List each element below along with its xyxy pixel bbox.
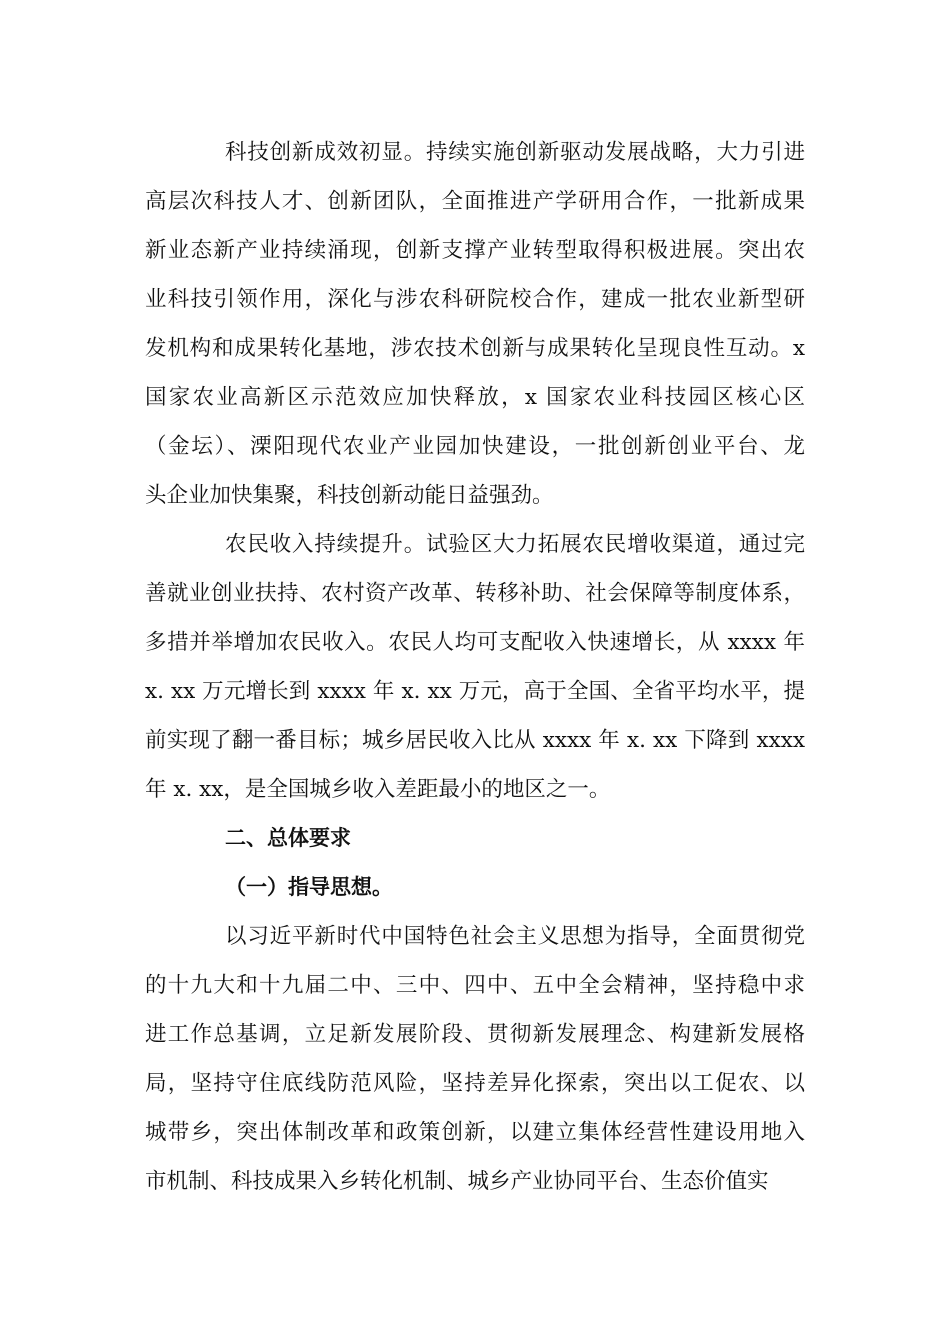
paragraph-line: 市机制、科技成果入乡转化机制、城乡产业协同平台、生态价值实 xyxy=(145,1169,769,1194)
paragraph-line: 高层次科技人才、创新团队，全面推进产学研用合作，一批新成果 xyxy=(145,189,805,214)
paragraph-line: 业科技引领作用，深化与涉农科研院校合作，建成一批农业新型研 xyxy=(145,287,805,312)
paragraph-line: 发机构和成果转化基地，涉农技术创新与成果转化呈现良性互动。x xyxy=(145,336,805,361)
para-farmer-income xyxy=(145,520,805,814)
paragraph-line: 城带乡，突出体制改革和政策创新，以建立集体经营性建设用地入 xyxy=(145,1120,805,1145)
paragraph-line: 的十九大和十九届二中、三中、四中、五中全会精神，坚持稳中求 xyxy=(145,973,805,998)
section-heading: 二、总体要求 xyxy=(225,826,351,850)
paragraph-line: 年 x. xx，是全国城乡收入差距最小的地区之一。 xyxy=(145,777,611,802)
paragraph-line: 局，坚持守住底线防范风险，坚持差异化探索，突出以工促农、以 xyxy=(145,1071,805,1096)
paragraph-line: （金坛）、溧阳现代农业产业园加快建设，一批创新创业平台、龙 xyxy=(145,434,805,459)
heading-guiding-ideology xyxy=(145,863,805,912)
paragraph-line: 善就业创业扶持、农村资产改革、转移补助、社会保障等制度体系， xyxy=(145,581,805,606)
document-body xyxy=(145,128,805,1206)
para-tech-innovation xyxy=(145,128,805,520)
paragraph-line: 多措并举增加农民收入。农民人均可支配收入快速增长，从 xxxx 年 xyxy=(145,630,805,655)
paragraph-line: x. xx 万元增长到 xxxx 年 x. xx 万元，高于全国、全省平均水平，提 xyxy=(145,679,805,704)
paragraph-line: 农民收入持续提升。试验区大力拓展农民增收渠道，通过完 xyxy=(225,532,805,557)
heading-general-requirements xyxy=(145,814,805,863)
paragraph-line: 以习近平新时代中国特色社会主义思想为指导，全面贯彻党 xyxy=(225,924,805,949)
paragraph-line: 国家农业高新区示范效应加快释放，x 国家农业科技园区核心区 xyxy=(145,385,805,410)
para-guiding-ideology xyxy=(145,912,805,1206)
paragraph-line: 前实现了翻一番目标；城乡居民收入比从 xxxx 年 x. xx 下降到 xxxx xyxy=(145,728,805,753)
paragraph-line: 进工作总基调，立足新发展阶段、贯彻新发展理念、构建新发展格 xyxy=(145,1022,805,1047)
paragraph-line: 头企业加快集聚，科技创新动能日益强劲。 xyxy=(145,483,554,508)
section-heading: （一）指导思想。 xyxy=(225,875,393,899)
paragraph-line: 科技创新成效初显。持续实施创新驱动发展战略，大力引进 xyxy=(225,140,805,165)
paragraph-line: 新业态新产业持续涌现，创新支撑产业转型取得积极进展。突出农 xyxy=(145,238,805,263)
